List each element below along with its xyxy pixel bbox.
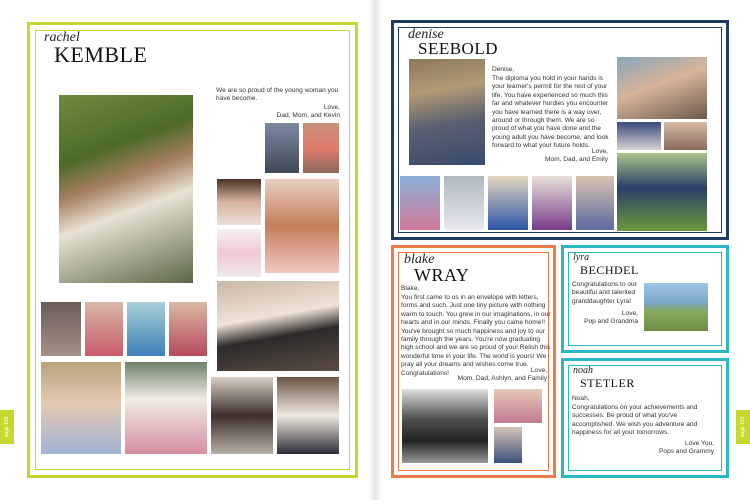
rachel-photo-team-shirts	[126, 301, 166, 357]
left-page-number: page 168	[4, 416, 10, 438]
denise-senior-portrait	[408, 58, 486, 166]
noah-sign-love: Love You,	[685, 440, 714, 447]
left-page-tab	[0, 410, 14, 444]
denise-photo-friends	[663, 121, 708, 151]
rachel-message: We are so proud of the young woman you have become.	[216, 87, 339, 103]
rachel-photo-dog	[216, 280, 340, 372]
blake-photo-baby	[493, 426, 523, 464]
denise-photo-2	[443, 175, 485, 231]
blake-photo-pair	[493, 388, 543, 424]
rachel-photo-child-portrait	[264, 178, 340, 274]
denise-photo-4	[531, 175, 573, 231]
blake-last-name: WRAY	[414, 265, 470, 285]
denise-sign-love: Love,	[591, 148, 608, 155]
lyra-message: Congratulations to our beautiful and talented granddaughter Lyra!	[572, 281, 637, 305]
blake-greeting: Blake,	[401, 285, 420, 292]
lyra-first-name: lyra	[573, 252, 590, 263]
rachel-photo-toddler	[40, 361, 122, 455]
rachel-photo-ponytail	[210, 376, 274, 455]
blake-signature: Mom, Dad, Ashlyn, and Family	[457, 375, 547, 382]
denise-greeting: Denise,	[492, 66, 515, 73]
noah-first-name: noah	[573, 365, 593, 376]
noah-greeting: Noah,	[572, 395, 590, 402]
denise-signature: Mom, Dad, and Emily	[544, 156, 608, 163]
noah-message: Congratulations on your achievements and successes. Be proud of what you've accomplished. We wish you adventure and happiness for all your tomorrows.	[572, 404, 698, 437]
denise-last-name: SEEBOLD	[418, 39, 498, 58]
noah-last-name: STETLER	[580, 376, 635, 390]
denise-photo-field-hockey	[616, 152, 708, 232]
blake-first-name: blake	[404, 252, 435, 267]
lyra-photo	[643, 282, 709, 332]
denise-photo-team	[616, 121, 662, 151]
denise-photo-5	[575, 175, 615, 231]
blake-photo-portrait	[401, 388, 489, 464]
page-gutter	[368, 0, 382, 500]
denise-photo-3	[487, 175, 529, 231]
rachel-photo-friends	[40, 301, 82, 357]
rachel-first-name: rachel	[44, 30, 80, 45]
lyra-signature: Pop and Grandma	[584, 318, 638, 325]
blake-message: You first came to us in an envelope with letters, forms and such. Just one tiny picture with nothing warm to touch. You grew in our imaginations, in our hearts and in our minds. Finally you came home!! You've brought so much happiness and joy to our family through the years. You're now graduating high school and we are so proud of you! Relish this wonderful time in your life. The world is yours! We pray all your dreams and wishes come true. Congratulations!	[401, 294, 551, 377]
rachel-photo-family	[302, 122, 340, 174]
rachel-sign-love: Love,	[323, 104, 340, 111]
rachel-photo-sunhat	[124, 361, 208, 455]
rachel-photo-glamour	[216, 178, 262, 226]
blake-sign-love: Love,	[530, 367, 547, 374]
rachel-photo-siblings	[276, 376, 340, 455]
denise-first-name: denise	[408, 27, 444, 42]
rachel-signature: Dad, Mom, and Kevin	[276, 112, 340, 119]
rachel-senior-portrait	[58, 94, 194, 284]
right-page-tab	[736, 410, 750, 444]
denise-message: The diploma you hold in your hands is your learner's permit for the rest of your life. You have experienced so much this far and whatever hurdles you encounter you have learned there is a way over, around or through them. We are so proud of what you have done and the young adult you have become, and look forward to what your future holds.	[492, 75, 609, 150]
right-page-number: page 169	[740, 416, 746, 438]
lyra-last-name: BECHDEL	[580, 263, 639, 277]
denise-photo-selfie	[616, 56, 708, 120]
rachel-last-name: KEMBLE	[54, 42, 148, 67]
lyra-sign-love: Love,	[621, 310, 638, 317]
rachel-photo-kids-pair	[84, 301, 124, 357]
noah-signature: Pops and Grammy	[659, 448, 714, 455]
denise-photo-1	[399, 175, 441, 231]
rachel-photo-ballet	[216, 228, 262, 278]
rachel-photo-couple	[264, 122, 300, 174]
rachel-photo-dance	[168, 301, 208, 357]
